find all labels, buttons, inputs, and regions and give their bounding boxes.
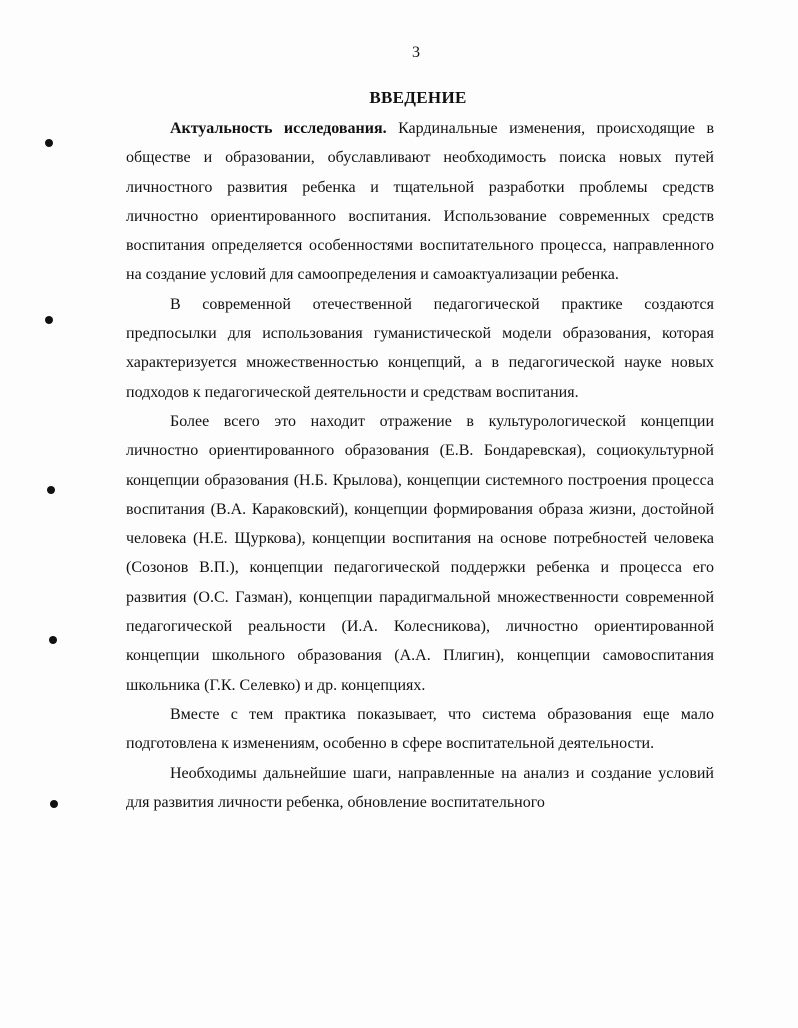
paragraph	[126, 114, 714, 290]
paragraph-lead: Актуальность исследования.	[170, 120, 387, 137]
paragraph: В современной отечественной педагогической практике создаются предпосылки для использования гуманистической модели образования, которая характеризуется множественностью концепций, а в педагогической науке новых подходов к педагогической деятельности и средствам воспитания.	[126, 295, 714, 401]
binding-hole-marker	[47, 486, 55, 494]
paragraph-text: Кардинальные изменения, происходящие в обществе и образовании, обуславливают необходимость поиска новых путей личностного развития ребенка и тщательной разработки проблемы средств личностно ориентированного воспитания. Использование современных средств воспитания определяется особенностями воспитательного процесса, направленного на создание условий для самоопределения и самоактуализации ребенка.	[126, 120, 714, 284]
binding-hole-marker	[45, 316, 53, 324]
paragraph: Вместе с тем практика показывает, что система образования еще мало подготовлена к изменениям, особенно в сфере воспитательной деятельности.	[126, 705, 714, 753]
paragraph: Более всего это находит отражение в культурологической концепции личностно ориентированного образования (Е.В. Бондаревская), социокультурной концепции образования (Н.Б. Крылова), концепции системного построения процесса воспитания (В.А. Караковский), концепции формирования образа жизни, достойной человека (Н.Е. Щуркова), концепции воспитания на основе потребностей человека (Созонов В.П.), концепции педагогической поддержки ребенка и процесса его развития (О.С. Газман), концепции парадигмальной множественности современной педагогической реальности (И.А. Колесникова), личностно ориентированной концепции школьного образования (А.А. Плигин), концепции самовоспитания школьника (Г.К. Селевко) и др. концепциях.	[126, 412, 714, 694]
page-number: 3	[412, 44, 420, 61]
paragraph: Необходимы дальнейшие шаги, направленные на анализ и создание условий для развития личности ребенка, обновление воспитательного	[126, 764, 714, 811]
binding-hole-marker	[50, 800, 58, 808]
binding-hole-marker	[49, 636, 57, 644]
binding-hole-marker	[45, 139, 53, 147]
body-text	[126, 114, 714, 817]
section-heading: ВВЕДЕНИЕ	[369, 88, 467, 107]
